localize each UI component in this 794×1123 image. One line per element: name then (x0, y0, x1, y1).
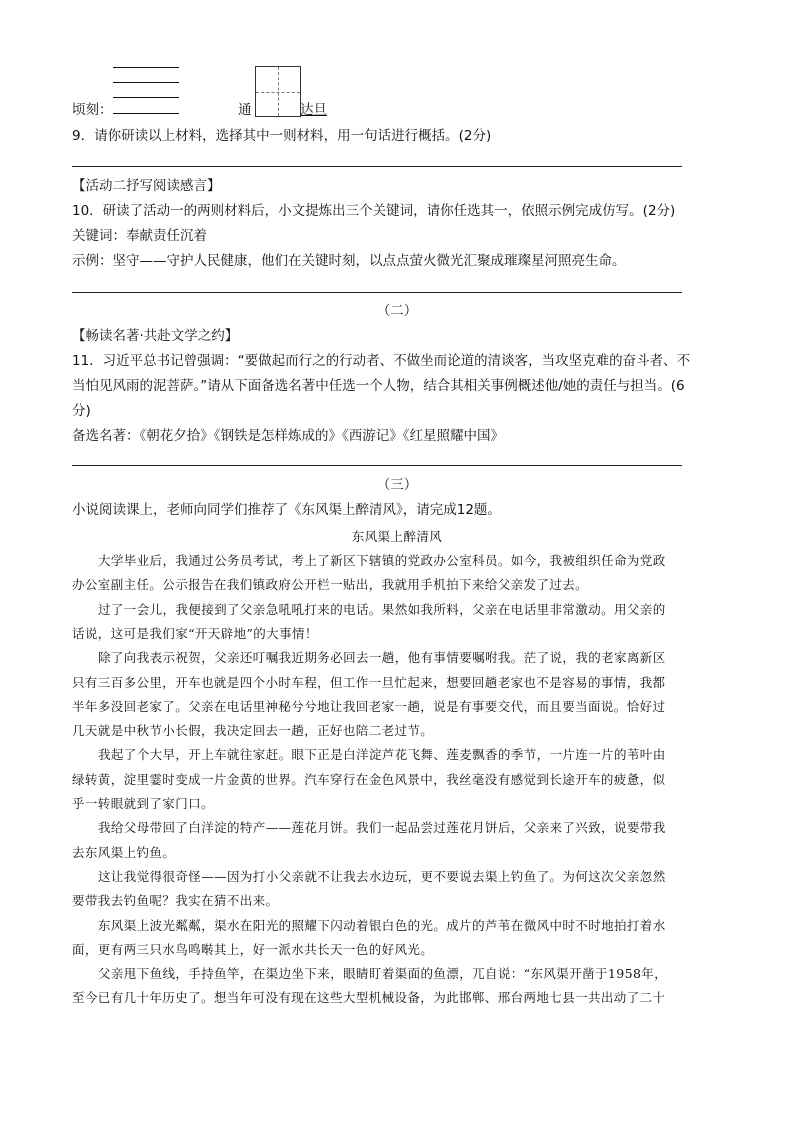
keywords: 关键词：奉献责任沉着 (72, 228, 207, 244)
story-line: 办公室副主任。公示报告在我们镇政府公开栏一贴出，我就用手机拍下来给父亲发了过去。 (72, 577, 589, 593)
section-2-heading: （二） (376, 303, 418, 319)
story-line: 要带我去钓鱼呢？我实在猜不出来。 (72, 893, 279, 909)
story-line: 父亲甩下鱼线，手持鱼竿，在渠边坐下来，眼睛盯着渠面的鱼漂，兀自说：“东风渠开凿于1958年， (98, 966, 668, 982)
answer-line-11[interactable] (72, 465, 682, 466)
story-line: 只有三百多公里，开车也就是四个小时车程，但工作一旦忙起来，想要回趟老家也不是容易的事情，我都 (72, 674, 666, 690)
story-line: 乎一转眼就到了家门口。 (72, 796, 214, 811)
story-line: 面，更有两三只水鸟鸣啭其上，好一派水共长天一色的好风光。 (72, 941, 434, 957)
story-line: 绿转黄，淀里霎时变成一片金黄的世界。汽车穿行在金色风景中，我丝毫没有感觉到长途开车的疲惫，似 (72, 771, 666, 787)
story-line: 去东风渠上钓鱼。 (72, 844, 176, 860)
question-11-line-2: 当怕见风雨的泥菩萨。”请从下面备选名著中任选一个人物，结合其相关事例概述他/她的责任与担当。(6 (72, 378, 685, 394)
example: 示例：坚守——守护人民健康，他们在关键时刻，以点点萤火微光汇聚成璀璨星河照亮生命。 (72, 253, 626, 269)
dadan-label: 达旦 (300, 102, 327, 118)
answer-blank-2[interactable] (113, 82, 179, 83)
classics-title: 【畅读名著·共赴文学之约】 (72, 328, 239, 344)
story-line: 我起了个大早，开上车就往家赶。眼下正是白洋淀芦花飞舞、莲麦飘香的季节，一片连一片的苇叶由 (98, 747, 666, 763)
story-line: 这让我觉得很奇怪——因为打小父亲就不让我去水边玩，更不要说去渠上钓鱼了。为何这次父亲忽然 (98, 868, 666, 884)
question-11-line-3: 分) (72, 403, 91, 419)
reading-intro: 小说阅读课上，老师向同学们推荐了《东风渠上醉清风》，请完成12题。 (72, 502, 501, 518)
story-line: 东风渠上波光粼粼，渠水在阳光的照耀下闪动着银白色的光。成片的芦苇在微风中时不时地拍打着水 (98, 917, 666, 933)
answer-blank-1[interactable] (113, 67, 179, 68)
story-line: 话说，这可是我们家“开天辟地”的大事情！ (72, 625, 318, 641)
story-line: 半年多没回老家了。父亲在电话里神秘兮兮地让我回老家一趟，说是有事要交代，而且要当面说。恰好过 (72, 698, 666, 714)
story-line: 除了向我表示祝贺，父亲还叮嘱我近期务必回去一趟，他有事情要嘱咐我。茫了说，我的老家离新区 (98, 650, 666, 666)
answer-line-9[interactable] (72, 166, 682, 167)
answer-blank-4[interactable] (113, 113, 179, 114)
question-9: 9．请你研读以上材料，选择其中一则材料，用一句话进行概括。(2分) (72, 128, 492, 144)
tong-label: 通 (238, 102, 252, 118)
book-options: 备选名著：《朝花夕拾》《钢铁是怎样炼成的》《西游记》《红星照耀中国》 (72, 428, 504, 444)
answer-blank-3[interactable] (113, 97, 179, 98)
question-11-line-1: 11．习近平总书记曾强调：“要做起而行之的行动者、不做坐而论道的清谈客，当攻坚克难的奋斗者、不 (72, 353, 691, 369)
section-3-heading: （三） (376, 477, 418, 493)
story-line: 我给父母带回了白洋淀的特产——莲花月饼。我们一起品尝过莲花月饼后，父亲来了兴致，说要带我 (98, 820, 666, 836)
activity-2-title: 【活动二抒写阅读感言】 (72, 178, 221, 194)
story-line: 至今已有几十年历史了。想当年可没有现在这些大型机械设备，为此邯郸、邢台两地七县一共出动了二十 (72, 990, 666, 1006)
story-line: 过了一会儿，我便接到了父亲急吼吼打来的电话。果然如我所料，父亲在电话里非常激动。用父亲的 (98, 601, 666, 617)
question-10: 10．研读了活动一的两则材料后，小文提炼出三个关键词，请你任选其一，依照示例完成仿写。(2分) (72, 203, 676, 219)
story-line: 几天就是中秋节小长假，我决定回去一趟，正好也陪二老过节。 (72, 723, 434, 739)
qingke-label: 顷刻： (72, 102, 113, 118)
story-title: 东风渠上醉清风 (351, 529, 443, 544)
character-grid[interactable] (255, 66, 301, 117)
story-line: 大学毕业后，我通过公务员考试，考上了新区下辖镇的党政办公室科员。如今，我被组织任命为党政 (98, 553, 666, 568)
answer-line-10[interactable] (72, 292, 682, 293)
